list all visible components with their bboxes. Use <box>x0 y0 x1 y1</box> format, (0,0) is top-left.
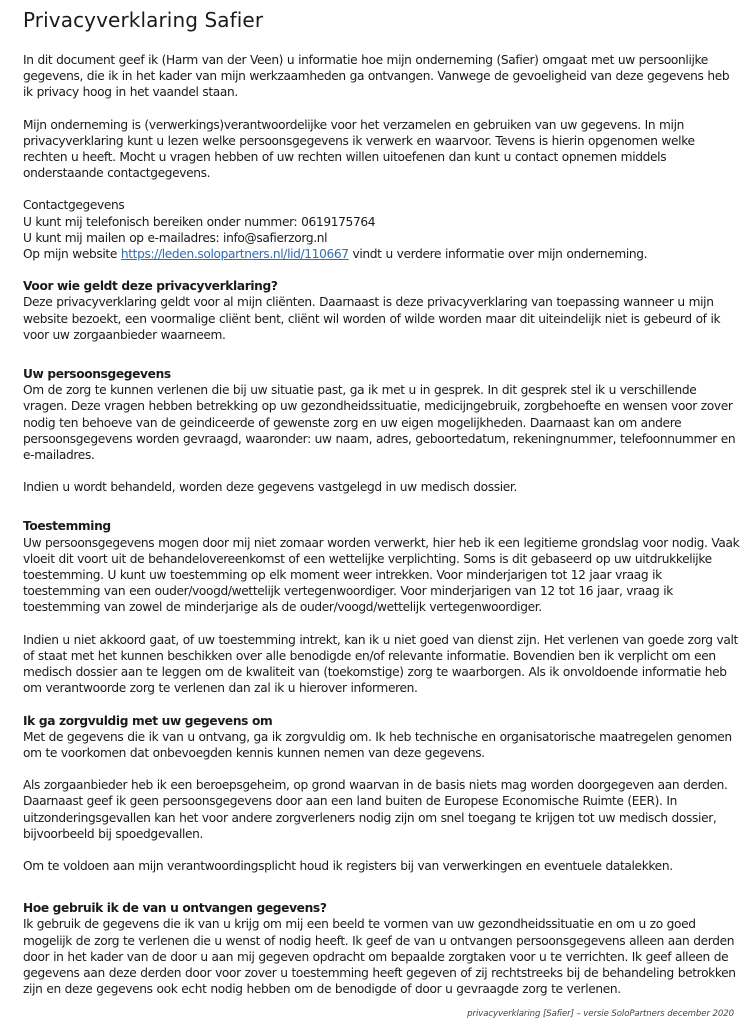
section-heading-voor-wie: Voor wie geldt deze privacyverklaring? <box>23 279 278 294</box>
contact-phone: U kunt mij telefonisch bereiken onder nummer: 0619175764 <box>23 214 376 229</box>
website-prefix: Op mijn website <box>23 247 121 262</box>
persoonsgegevens-paragraph-2: Indien u wordt behandeld, worden deze gegevens vastgelegd in uw medisch dossier. <box>23 480 517 495</box>
intro-paragraph-1: In dit document geef ik (Harm van der Veen) u informatie hoe mijn onderneming (Safier) omgaat met uw persoonlijke gegevens, die ik in het kader van mijn werkzaamheden ga ontvangen. Vanwege de gevoeligheid van deze gegevens heb ik privacy hoog in het vaandel staan. <box>23 53 730 100</box>
section-heading-persoonsgegevens: Uw persoonsgegevens <box>23 367 171 382</box>
section-heading-gebruik: Hoe gebruik ik de van u ontvangen gegevens? <box>23 901 327 916</box>
persoonsgegevens-paragraph-1: Om de zorg te kunnen verlenen die bij uw situatie past, ga ik met u in gesprek. In dit gesprek stel ik u verschillende vragen. Deze vragen hebben betrekking op uw gezondheidssituatie, medicijngebruik, zorgbehoefte en wensen voor zover nodig ten behoeve van de geindiceerde of gewenste zorg en uw eigen mogelijkheden. Daarnaast kan om andere persoonsgegevens worden gevraagd, waaronder: uw naam, adres, geboortedatum, rekeningnummer, telefoonnummer en e-mailadres. <box>23 383 736 463</box>
toestemming-paragraph-1: Uw persoonsgegevens mogen door mij niet zomaar worden verwerkt, hier heb ik een legitieme grondslag voor nodig. Vaak vloeit dit voort uit de behandelovereenkomst of een wettelijke verplichting. Soms is dit gebaseerd op uw uitdrukkelijke toestemming. U kunt uw toestemming op elk moment weer intrekken. Voor minderjarigen tot 12 jaar vraag ik toestemming van een ouder/voogd/wettelijk vertegenwoordiger. Voor minderjarigen van 12 tot 16 jaar, vraag ik toestemming van zowel de minderjarige als de ouder/voogd/wettelijk vertegenwoordiger. <box>23 535 740 615</box>
intro-paragraph-2: Mijn onderneming is (verwerkings)verantwoordelijke voor het verzamelen en gebruiken van uw gegevens. In mijn privacyverklaring kunt u lezen welke persoonsgegevens ik verwerk en waarvoor. Tevens is hierin opgenomen welke rechten u heeft. Mocht u vragen hebben of uw rechten willen uitoefenen dan kunt u contact opnemen middels onderstaande contactgegevens. <box>23 117 695 181</box>
zorgvuldig-paragraph-1: Met de gegevens die ik van u ontvang, ga ik zorgvuldig om. Ik heb technische en organisatorische maatregelen genomen om te voorkomen dat onbevoegden kennis kunnen nemen van deze gegevens. <box>23 729 732 760</box>
gebruik-paragraph: Ik gebruik de gegevens die ik van u krijg om mij een beeld te vormen van uw gezondheidssituatie en om u zo goed mogelijk de zorg te verlenen die u wenst of nodig heeft. Ik geef de van u ontvangen persoonsgegevens alleen aan derden door in het kader van de door u aan mij gegeven opdracht om bepaalde zorgtaken voor u te verrichten. Ik geef alleen de gegevens aan deze derden door voor zover u toestemming heeft gegeven of zij rechtstreeks bij de behandeling betrokken zijn en deze gegevens ook echt nodig hebben om de benodigde of door u gevraagde zorg te verlenen. <box>23 917 736 997</box>
contact-email: U kunt mij mailen op e-mailadres: info@safierzorg.nl <box>23 230 328 245</box>
contact-block <box>23 197 741 262</box>
voor-wie-paragraph: Deze privacyverklaring geldt voor al mijn cliënten. Daarnaast is deze privacyverklaring van toepassing wanneer u mijn website bezoekt, een voormalige cliënt bent, cliënt wil worden of wilde worden maar dit uiteindelijk niet is gebeurd of ik voor uw zorgaanbieder waarneem. <box>23 295 721 342</box>
contact-website <box>23 246 741 262</box>
zorgvuldig-paragraph-2: Als zorgaanbieder heb ik een beroepsgeheim, op grond waarvan in de basis niets mag worden doorgegeven aan derden. Daarnaast geef ik geen persoonsgegevens door aan een land buiten de Europese Economische Ruimte (EER). In uitzonderingsgevallen kan het voor andere zorgverleners nodig zijn om snel toegang te krijgen tot uw medisch dossier, bijvoorbeeld bij spoedgevallen. <box>23 778 728 841</box>
page-footer: privacyverklaring [Safier] – versie SoloPartners december 2020 <box>467 1009 734 1019</box>
zorgvuldig-paragraph-3: Om te voldoen aan mijn verantwoordingsplicht houd ik registers bij van verwerkingen en eventuele datalekken. <box>23 858 673 873</box>
document-page <box>23 7 741 997</box>
section-heading-zorgvuldig: Ik ga zorgvuldig met uw gegevens om <box>23 713 273 728</box>
section-heading-toestemming: Toestemming <box>23 519 111 534</box>
website-suffix: vindt u verdere informatie over mijn onderneming. <box>348 247 648 262</box>
contact-heading: Contactgegevens <box>23 198 125 213</box>
website-link[interactable]: https://leden.solopartners.nl/lid/110667 <box>120 247 349 262</box>
toestemming-paragraph-2: Indien u niet akkoord gaat, of uw toestemming intrekt, kan ik u niet goed van dienst zijn. Het verlenen van goede zorg valt of staat met het kunnen beschikken over alle benodigde en/of relevante informatie. Bovendien ben ik verplicht om een medisch dossier aan te leggen om de kwaliteit van (toekomstige) zorg te waarborgen. Als ik onvoldoende informatie heb om verantwoorde zorg te verlenen dan zal ik u hierover informeren. <box>23 632 738 696</box>
page-title: Privacyverklaring Safier <box>23 8 264 32</box>
